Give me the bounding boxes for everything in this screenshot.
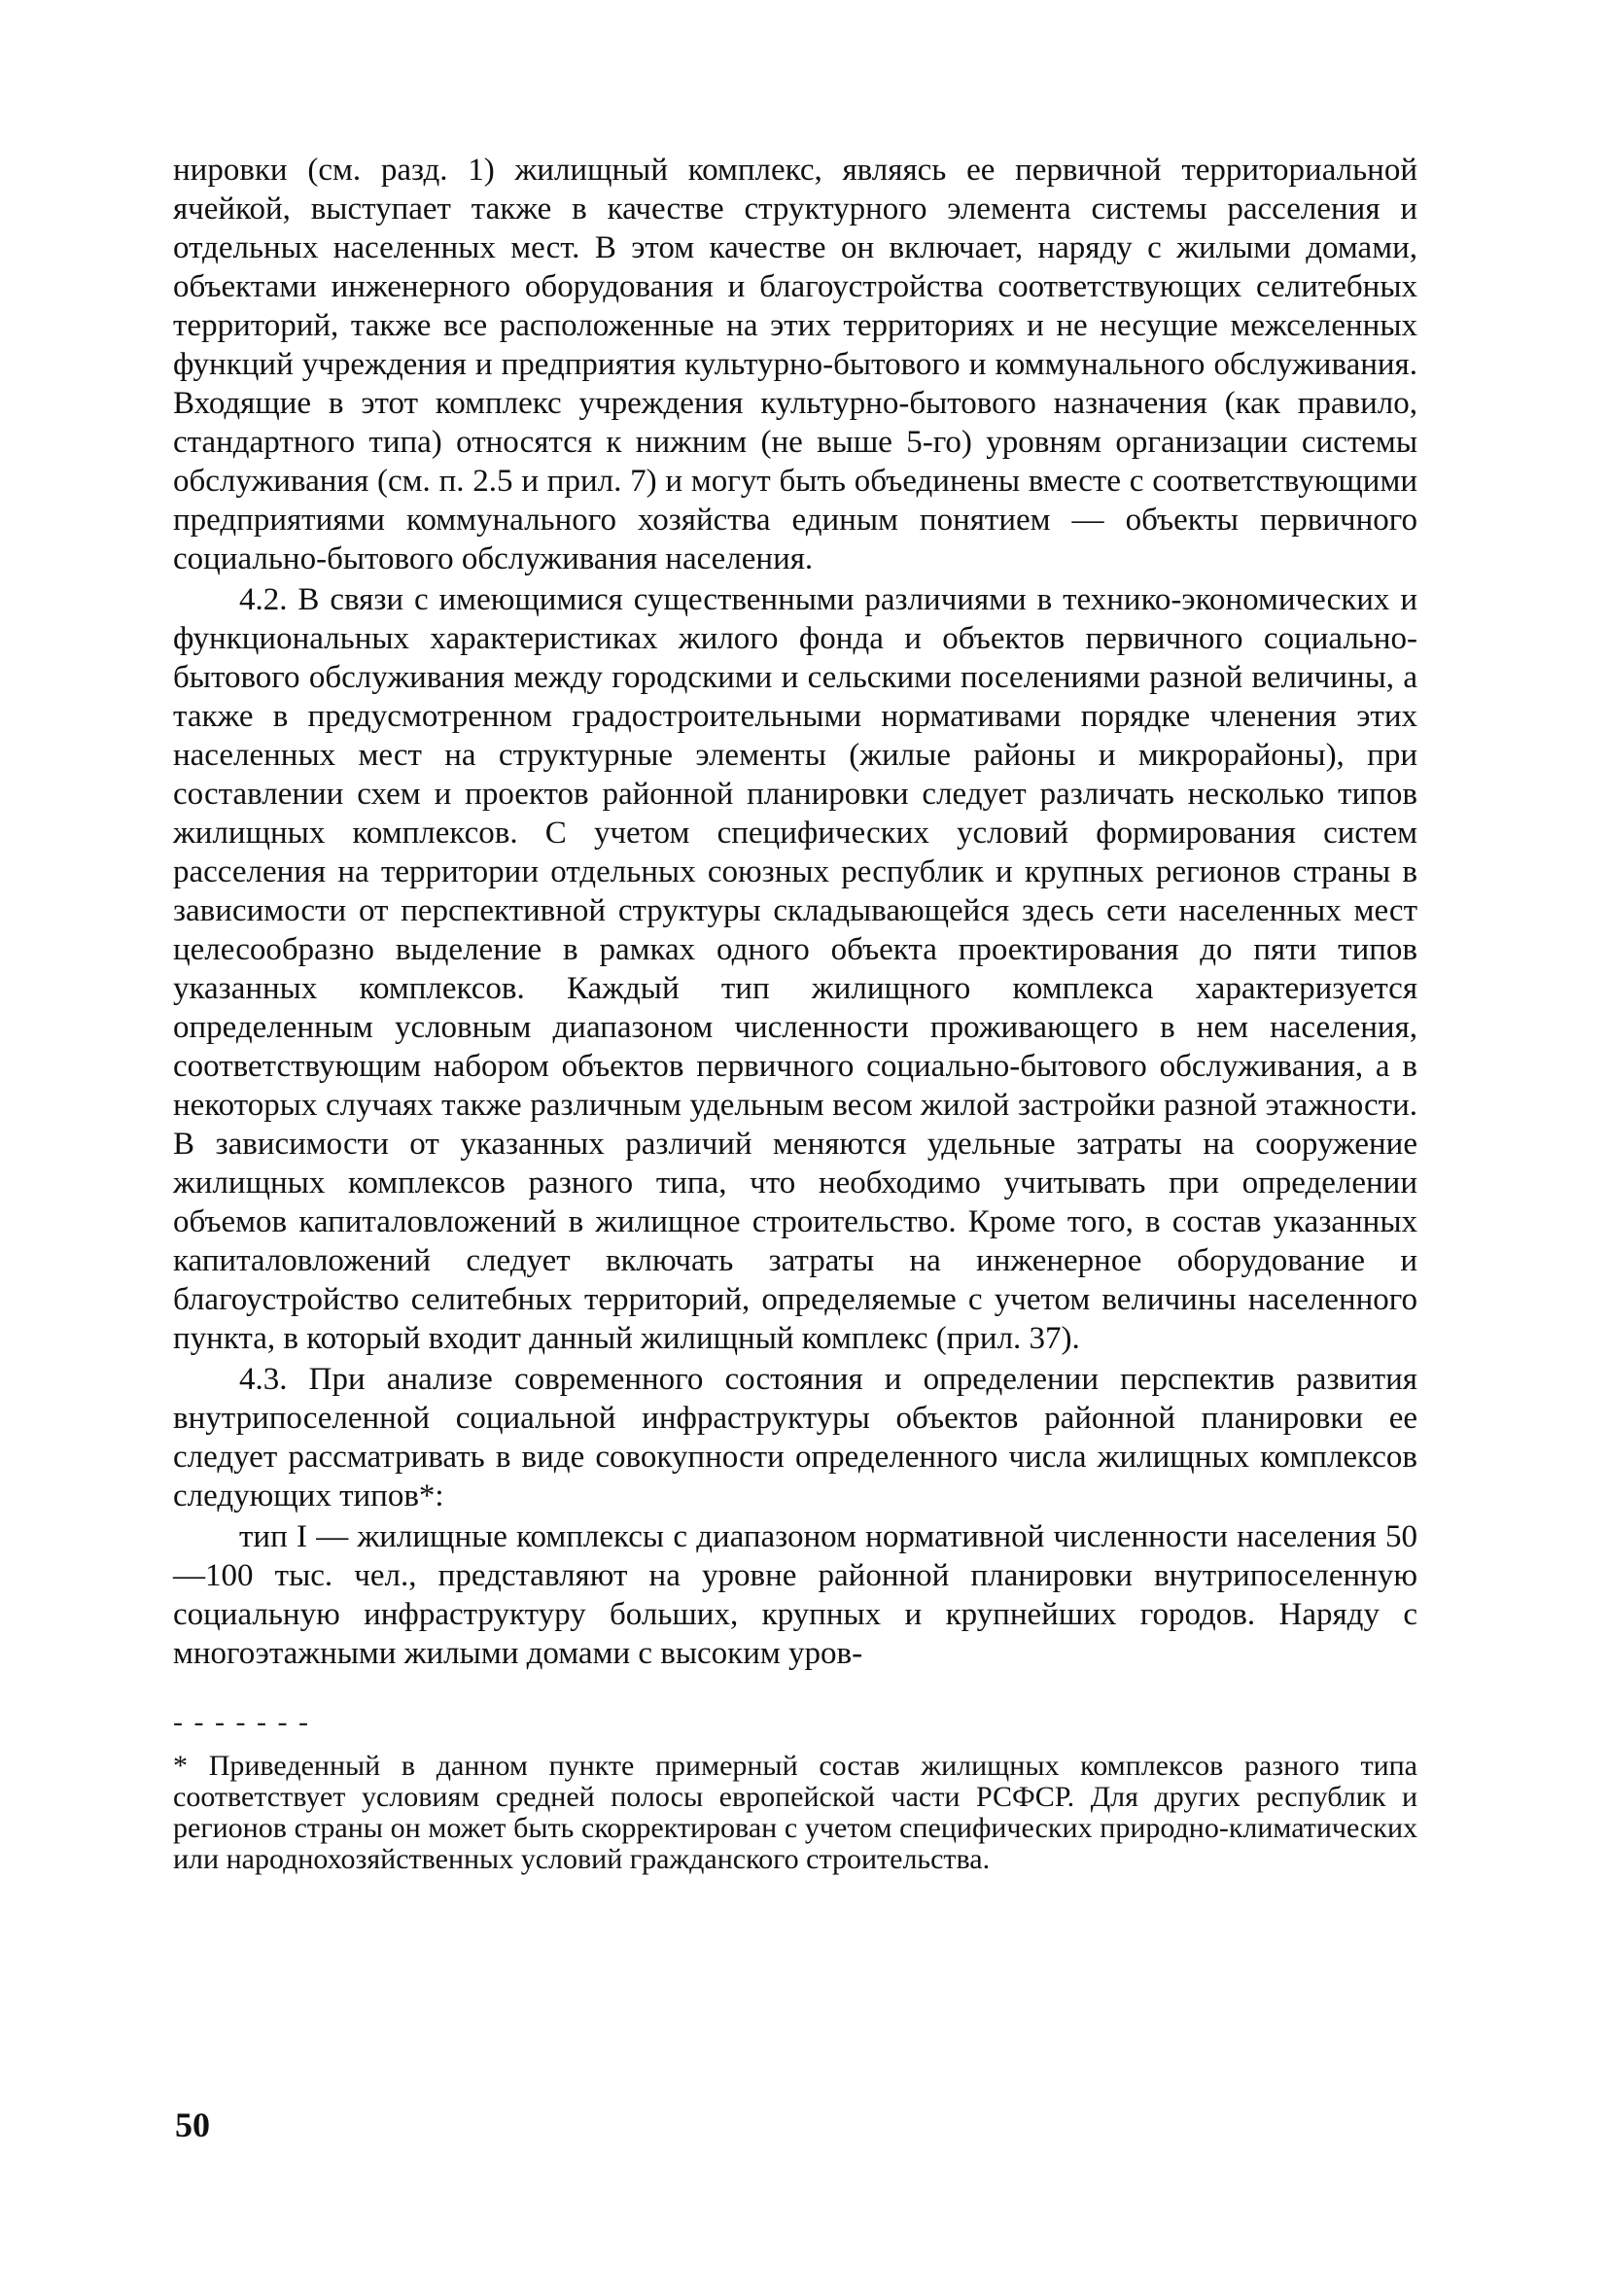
paragraph-4-2: 4.2. В связи с имеющимися существенными различиями в технико-экономических и функциональных характеристиках жилого фонда и объектов первичного социально-бытового обслуживания между городскими и сельскими поселениями разной величины, а также в предусмотренном градостроительными нормативами порядке членения этих населенных мест на структурные элементы (жилые районы и микрорайоны), при составлении схем и проектов районной планировки следует различать несколько типов жилищных комплексов. С учетом специфических условий формирования систем расселения на территории отдельных союзных республик и крупных регионов страны в зависимости от перспективной структуры складывающейся здесь сети населенных мест целесообразно выделение в рамках одного объекта проектирования до пяти типов указанных комплексов. Каждый тип жилищного комплекса характеризуется определенным условным диапазоном численности проживающего в нем населения, соответствующим набором объектов первичного социально-бытового обслуживания, а в некоторых случаях также различным удельным весом жилой застройки разной этажности. В зависимости от указанных различий меняются удельные затраты на сооружение жилищных комплексов разного типа, что необходимо учитывать при определении объемов капиталовложений в жилищное строительство. Кроме того, в состав указанных капиталовложений следует включать затраты на инженерное оборудование и благоустройство селитебных территорий, определяемые с учетом величины населенного пункта, в который входит данный жилищный комплекс (прил. 37). — [173, 582, 1417, 1356]
footnote-separator: - - - - - - - — [173, 1706, 310, 1738]
page-body — [173, 151, 1417, 1875]
footnote: * Приведенный в данном пункте примерный состав жилищных комплексов разного типа соответствует условиям средней полосы европейской части РСФСР. Для других республик и регионов страны он может быть скорректирован с учетом специфических природно-климатических или народнохозяйственных условий гражданского строительства. — [173, 1750, 1417, 1875]
paragraph-continuation: нировки (см. разд. 1) жилищный комплекс, являясь ее первичной территориальной ячейкой, выступает также в качестве структурного элемента системы расселения и отдельных населенных мест. В этом качестве он включает, наряду с жилыми домами, объектами инженерного оборудования и благоустройства соответствующих селитебных территорий, также все расположенные на этих территориях и не несущие межселенных функций учреждения и предприятия культурно-бытового и коммунального обслуживания. Входящие в этот комплекс учреждения культурно-бытового назначения (как правило, стандартного типа) относятся к нижним (не выше 5-го) уровням организации системы обслуживания (см. п. 2.5 и прил. 7) и могут быть объединены вместе с соответствующими предприятиями коммунального хозяйства единым понятием — объекты первичного социально-бытового обслуживания населения. — [173, 153, 1417, 576]
paragraph-4-3: 4.3. При анализе современного состояния и определении перспектив развития внутрипоселенной социальной инфраструктуры объектов районной планировки ее следует рассматривать в виде совокупности определенного числа жилищных комплексов следующих типов*: — [173, 1362, 1417, 1513]
paragraph-type-1: тип I — жилищные комплексы с диапазоном нормативной численности населения 50—100 тыс. чел., представляют на уровне районной планировки внутрипоселенную социальную инфраструктуру больших, крупных и крупнейших городов. Наряду с многоэтажными жилыми домами с высоким уров- — [173, 1519, 1417, 1671]
page-number: 50 — [175, 2105, 210, 2144]
